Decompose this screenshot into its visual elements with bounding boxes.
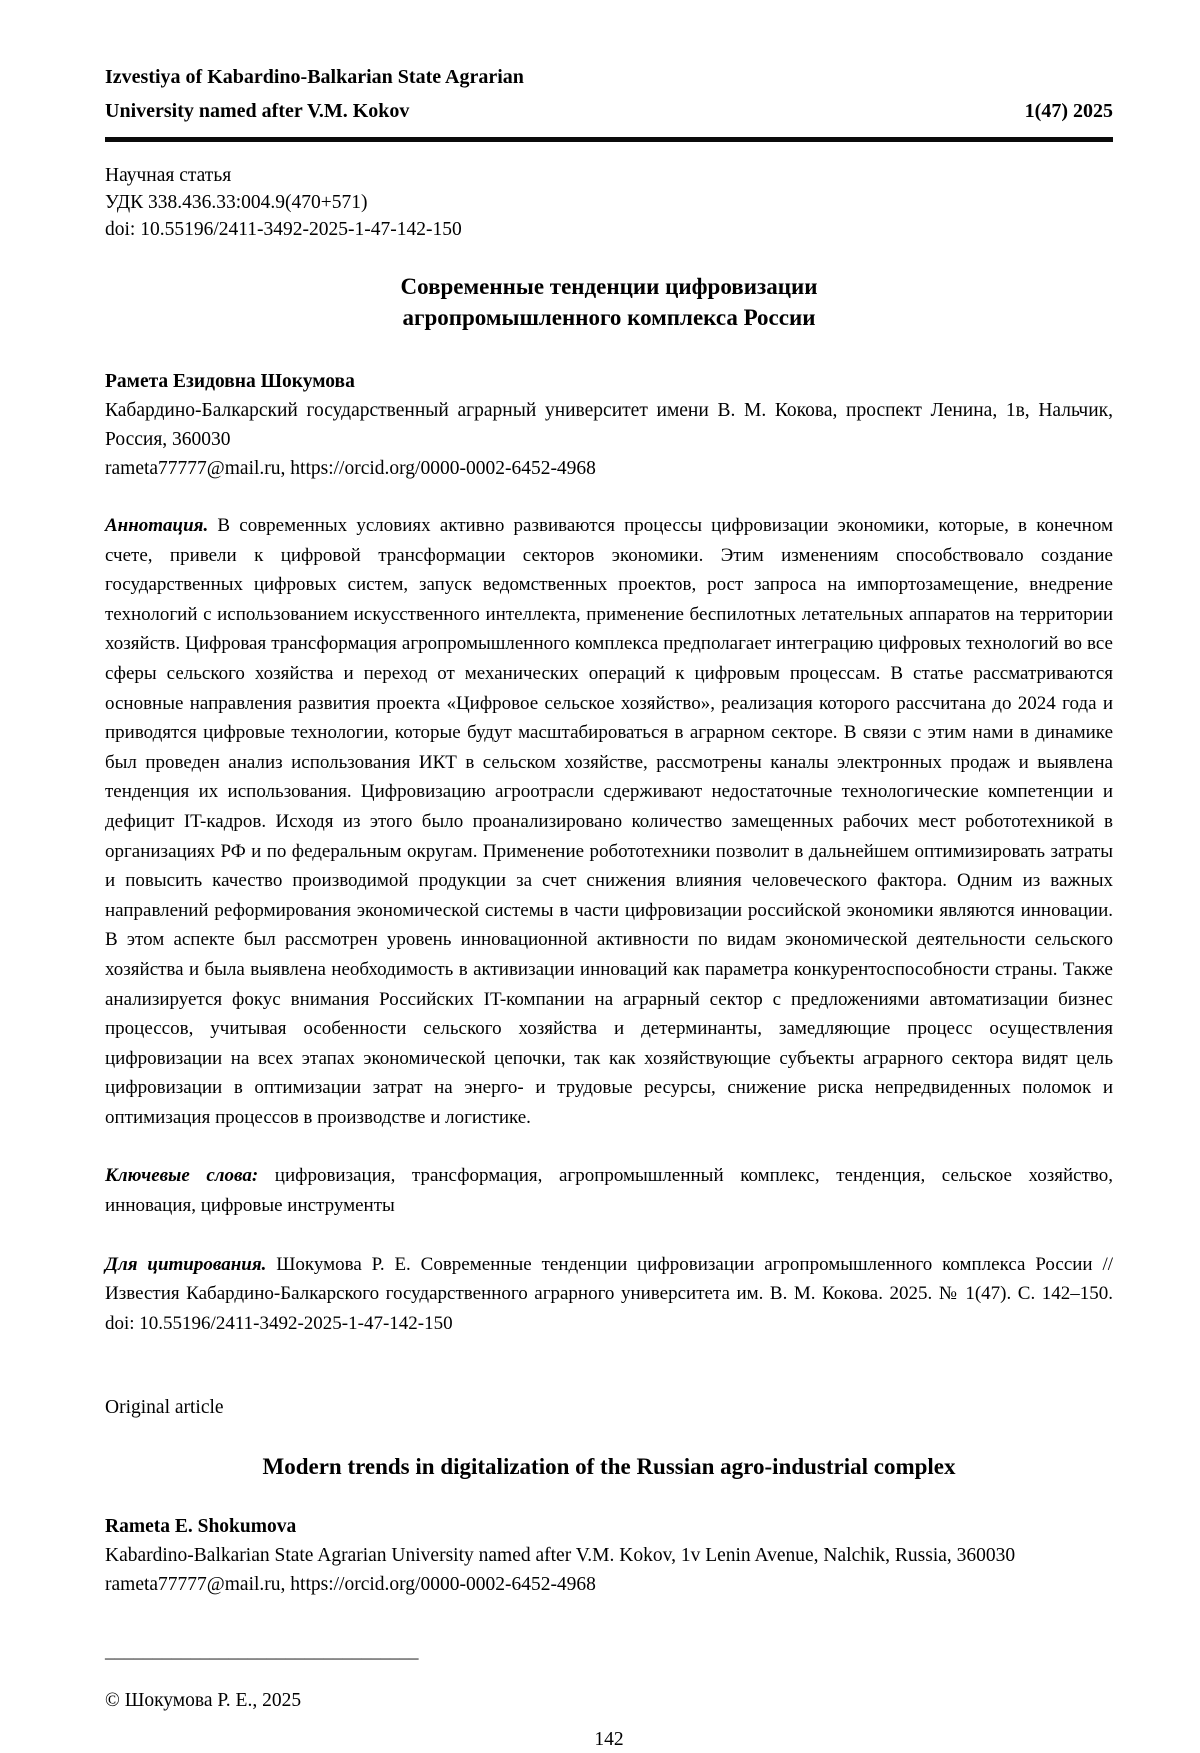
abstract-text: В современных условиях активно развиваются процессы цифровизации экономики, которые, в конечном счете, привели к цифровой трансформации секторов экономики. Этим изменениям способствовало создание государственных цифровых систем, запуск ведомственных проектов, рост запроса на импортозамещение, внедрение технологий с использованием искусственного интеллекта, применение беспилотных летательных аппаратов на территории хозяйств. Цифровая трансформация агропромышленного комплекса предполагает интеграцию цифровых технологий во все сферы сельского хозяйства и переход от механических операций к цифровым процессам. В статье рассматриваются основные направления развития проекта «Цифровое сельское хозяйство», реализация которого рассчитана до 2024 года и приводятся цифровые технологии, которые будут масштабироваться в аграрном секторе. В связи с этим нами в динамике был проведен анализ использования ИКТ в сельском хозяйстве, рассмотрены каналы электронных продаж и выявлена тенденция их использования. Цифровизацию агроотрасли сдерживают недостаточные технологические компетенции и дефицит IT-кадров. Исходя из этого было проанализировано количество замещенных рабочих мест робототехникой в организациях РФ и по федеральным округам. Применение робототехники позволит в дальнейшем оптимизировать затраты и повысить качество производимой продукции за счет снижения влияния человеческого фактора. Одним из важных направлений реформирования экономической системы в части цифровизации российской экономики являются инновации. В этом аспекте был рассмотрен уровень инновационной активности по видам экономической деятельности сельского хозяйства и была выявлена необходимость в активизации инноваций как параметра конкурентоспособности страны. Также анализируется фокус внимания Российских IT-компании на аграрный сектор с предложениями автоматизации бизнес процессов, учитывая особенности сельского хозяйства и детерминанты, замедляющие процесс осуществления цифровизации на всех этапах экономической цепочки, так как хозяйствующие субъекты аграрного сектора видят цель цифровизации в оптимизации затрат на энерго- и трудовые ресурсы, снижение риска непредвиденных поломок и оптимизация процессов в производстве и логистике. xyxy=(105,515,1113,1128)
citation-label: Для цитирования. xyxy=(105,1253,267,1275)
article-title-en: Modern trends in digitalization of the Russian agro-industrial complex xyxy=(262,1454,956,1480)
copyright-line: © Шокумова Р. Е., 2025 xyxy=(105,1690,302,1712)
article-title-ru xyxy=(105,271,1113,333)
keywords-paragraph xyxy=(105,1161,1113,1220)
author-block-en xyxy=(105,1512,1113,1599)
keywords-text: цифровизация, трансформация, агропромышленный комплекс, тенденция, сельское хозяйство, инновация, цифровые инструменты xyxy=(105,1165,1113,1217)
footnote-separator: _________________________________ xyxy=(105,1641,419,1663)
author-contacts-en: rameta77777@mail.ru, https://orcid.org/0000-0002-6452-4968 xyxy=(105,1574,596,1596)
doi-line: doi: 10.55196/2411-3492-2025-1-47-142-150 xyxy=(105,219,462,240)
article-type-en: Original article xyxy=(105,1397,224,1419)
article-meta xyxy=(105,162,1113,243)
author-contacts-ru: rameta77777@mail.ru, https://orcid.org/0000-0002-6452-4968 xyxy=(105,458,596,479)
author-block-ru xyxy=(105,367,1113,483)
abstract-label: Аннотация. xyxy=(105,515,209,536)
keywords-label: Ключевые слова: xyxy=(105,1165,259,1187)
article-title-ru-line1: Современные тенденции цифровизации xyxy=(400,274,818,299)
journal-name-line1: Izvestiya of Kabardino-Balkarian State Agrarian xyxy=(105,66,524,88)
header-rule xyxy=(105,137,1113,142)
author-name-en: Rameta E. Shokumova xyxy=(105,1516,297,1538)
article-title-ru-line2: агропромышленного комплекса России xyxy=(402,305,816,330)
abstract-paragraph xyxy=(105,511,1113,1132)
author-affiliation-ru: Кабардино-Балкарский государственный аграрный университет имени В. М. Кокова, проспект Ленина, 1в, Нальчик, Россия, 360030 xyxy=(105,400,1113,450)
journal-header xyxy=(105,60,1113,142)
author-name-ru: Рамета Езидовна Шокумова xyxy=(105,371,355,392)
author-affiliation-en: Kabardino-Balkarian State Agrarian University named after V.M. Kokov, 1v Lenin Avenue, Nalchik, Russia, 360030 xyxy=(105,1545,1016,1567)
journal-name-line2: University named after V.M. Kokov xyxy=(105,100,410,122)
udk-code: УДК 338.436.33:004.9(470+571) xyxy=(105,192,368,213)
page-number: 142 xyxy=(594,1729,624,1751)
article-type-ru: Научная статья xyxy=(105,165,232,186)
journal-header-row xyxy=(105,94,1113,128)
citation-text: Шокумова Р. Е. Современные тенденции цифровизации агропромышленного комплекса России // Известия Кабардино-Балкарского государственного аграрного университета им. В. М. Кокова. 2025. № 1(47). С. 142–150. doi: 10.55196/2411-3492-2025-1-47-142-150 xyxy=(105,1253,1113,1334)
issue-number: 1(47) 2025 xyxy=(1024,100,1113,122)
citation-paragraph xyxy=(105,1250,1113,1339)
